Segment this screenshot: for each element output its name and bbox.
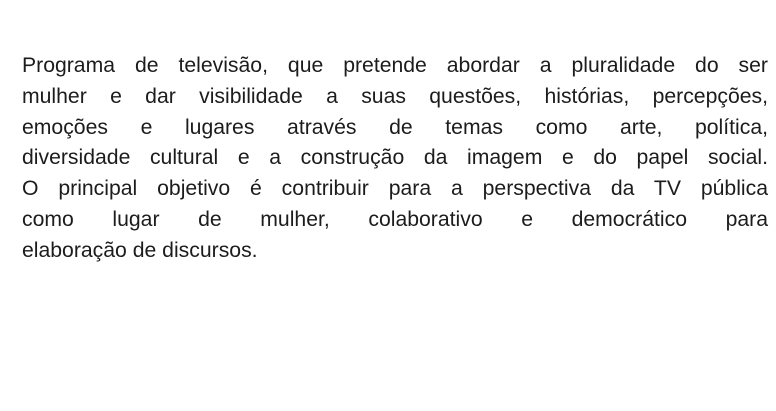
description-line-5: O principal objetivo é contribuir para a perspectiva da TV pública — [22, 177, 768, 201]
program-description — [22, 51, 768, 267]
description-line-1: Programa de televisão, que pretende abordar a pluralidade do ser — [22, 54, 768, 77]
description-line-2: mulher e dar visibilidade a suas questões, histórias, percepções, — [22, 84, 768, 108]
description-line-4: diversidade cultural e a construção da imagem e do papel social. — [22, 146, 768, 170]
description-line-6: como lugar de mulher, colaborativo e democrático para — [22, 207, 768, 231]
description-line-3: emoções e lugares através de temas como arte, política, — [22, 115, 768, 139]
description-line-7: elaboração de discursos. — [22, 238, 258, 262]
